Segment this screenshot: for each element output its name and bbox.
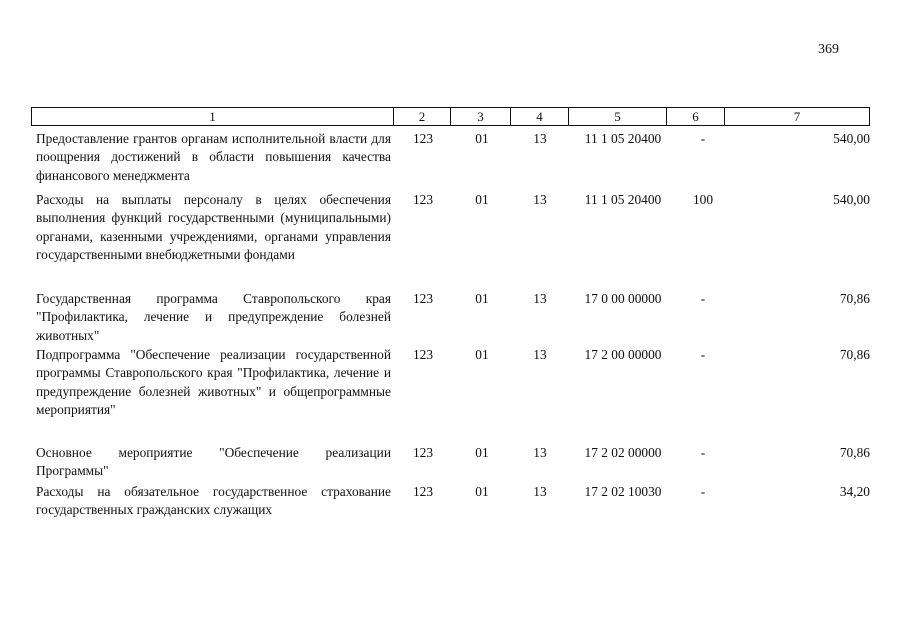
subsection-code: 13 — [533, 347, 547, 362]
subsection-code: 13 — [533, 484, 547, 499]
subsection-code: 13 — [533, 445, 547, 460]
ministry-code: 123 — [412, 347, 434, 362]
section-code: 01 — [475, 192, 489, 207]
amount-value: 34,20 — [839, 484, 870, 499]
section-code: 01 — [475, 347, 489, 362]
section-code: 01 — [475, 445, 489, 460]
amount-value: 70,86 — [839, 445, 870, 460]
row-description: Основное мероприятие "Обеспечение реализации Программы" — [36, 445, 391, 479]
subsection-code: 13 — [533, 291, 547, 306]
target-article-code: 11 1 05 20400 — [584, 131, 662, 146]
section-code: 01 — [475, 484, 489, 499]
section-code: 01 — [475, 291, 489, 306]
column-header-row — [32, 108, 870, 126]
expense-type-code: - — [700, 131, 706, 146]
target-article-code: 17 2 00 00000 — [584, 347, 662, 362]
amount-value: 70,86 — [839, 291, 870, 306]
row-description: Расходы на выплаты персоналу в целях обеспечения выполнения функций государственными (муниципальными) органами, казенными учреждениями, органами управления государственными внебюджетными фондами — [36, 192, 391, 263]
row-description: Предоставление грантов органам исполнительной власти для поощрения достижений в области повышения качества финансового менеджмента — [36, 131, 391, 183]
subsection-code: 13 — [533, 192, 547, 207]
target-article-code: 17 2 02 00000 — [584, 445, 662, 460]
column-header: 1 — [32, 108, 394, 126]
row-description: Расходы на обязательное государственное страхование государственных гражданских служащих — [36, 484, 391, 518]
column-header: 7 — [725, 108, 870, 126]
column-header-table — [31, 107, 870, 126]
column-header: 4 — [511, 108, 569, 126]
ministry-code: 123 — [412, 445, 434, 460]
expense-type-code: - — [700, 347, 706, 362]
column-header: 3 — [451, 108, 511, 126]
expense-type-code: - — [700, 484, 706, 499]
ministry-code: 123 — [412, 192, 434, 207]
amount-value: 540,00 — [833, 192, 870, 207]
ministry-code: 123 — [412, 131, 434, 146]
column-header: 6 — [667, 108, 725, 126]
target-article-code: 17 2 02 10030 — [584, 484, 662, 499]
column-header: 5 — [569, 108, 667, 126]
ministry-code: 123 — [412, 291, 434, 306]
target-article-code: 17 0 00 00000 — [584, 291, 662, 306]
row-description: Государственная программа Ставропольского края "Профилактика, лечение и предупреждение болезней животных" — [36, 291, 391, 343]
target-article-code: 11 1 05 20400 — [584, 192, 662, 207]
expense-type-code: - — [700, 291, 706, 306]
amount-value: 540,00 — [833, 131, 870, 146]
expense-type-code: - — [700, 445, 706, 460]
amount-value: 70,86 — [839, 347, 870, 362]
expense-type-code: 100 — [692, 192, 714, 207]
ministry-code: 123 — [412, 484, 434, 499]
column-header: 2 — [394, 108, 451, 126]
page-number: 369 — [818, 42, 839, 57]
row-description: Подпрограмма "Обеспечение реализации государственной программы Ставропольского края "Профилактика, лечение и предупреждение болезней животных" и общепрограммные мероприятия" — [36, 347, 391, 418]
subsection-code: 13 — [533, 131, 547, 146]
section-code: 01 — [475, 131, 489, 146]
